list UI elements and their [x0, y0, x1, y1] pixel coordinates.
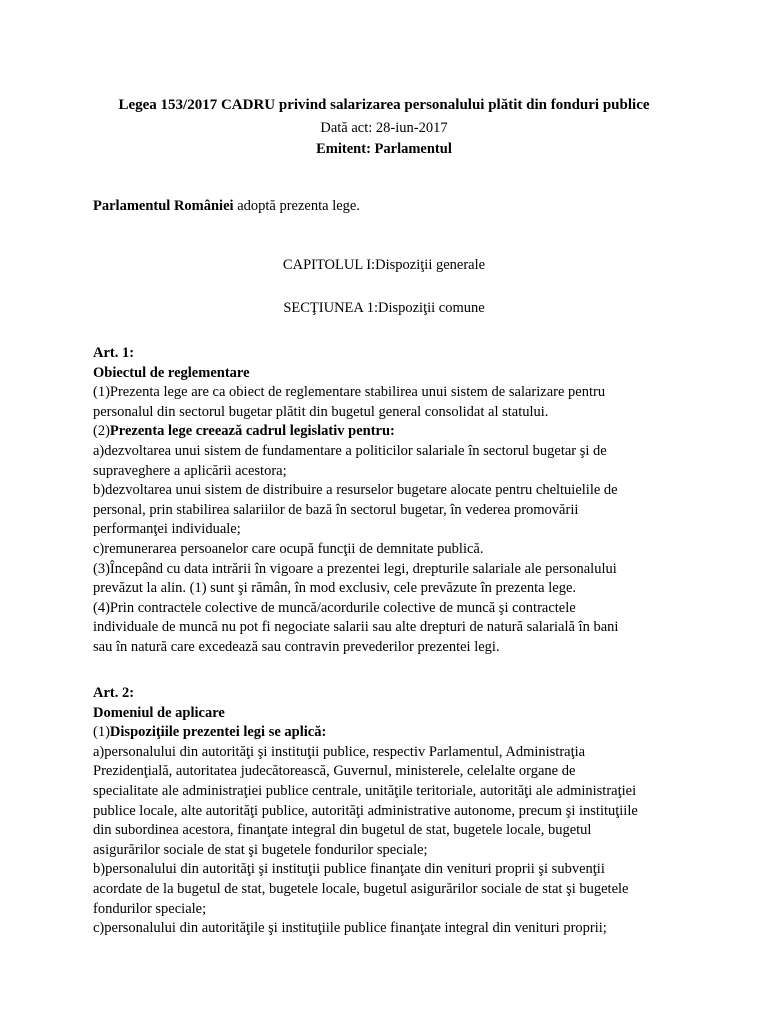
- paragraph-line: individuale de muncă nu pot fi negociate salarii sau alte drepturi de natură salarială în bani: [93, 619, 619, 636]
- paragraph-line: performanţei individuale;: [93, 521, 241, 538]
- paragraph-line: acordate de la bugetul de stat, bugetele locale, bugetul asigurărilor sociale de stat şi bugetele: [93, 880, 629, 897]
- intro-rest: adoptă prezenta lege.: [233, 198, 360, 214]
- paragraph-1-intro: (1)Dispoziţiile prezentei legi se aplică:: [93, 724, 327, 741]
- article-subheading: Obiectul de reglementare: [93, 364, 250, 381]
- paragraph-line: personal, prin stabilirea salariilor de bază în sectorul bugetar, în vederea promovării: [93, 501, 579, 518]
- paragraph-line: b)dezvoltarea unui sistem de distribuire a resurselor bugetare alocate pentru cheltuielile de: [93, 482, 618, 499]
- intro-bold: Parlamentul României: [93, 198, 234, 214]
- article-heading: Art. 1:: [93, 345, 135, 361]
- paragraph-2-intro: (2)Prezenta lege creează cadrul legislativ pentru:: [93, 423, 395, 440]
- article-subheading: Domeniul de aplicare: [93, 704, 225, 721]
- act-date: Dată act: 28-iun-2017: [320, 120, 448, 136]
- intro-paragraph: [93, 198, 360, 215]
- paragraph-line: b)personalului din autorităţi şi instituţii publice finanţate din venituri proprii şi subvenţii: [93, 861, 605, 878]
- paragraph-line: (3)Începând cu data intrării în vigoare a prezentei legi, drepturile salariale ale personalului: [93, 560, 617, 577]
- paragraph-line: (4)Prin contractele colective de muncă/acordurile colective de muncă şi contractele: [93, 599, 576, 616]
- paragraph-line: sau în natură care excedează sau contravin prevederilor prezentei legi.: [93, 638, 500, 655]
- document-title: Legea 153/2017 CADRU privind salarizarea personalului plătit din fonduri publice: [118, 97, 650, 113]
- article-1: [93, 344, 693, 658]
- paragraph-line: din subordinea acestora, finanţate integral din bugetul de stat, bugetele locale, bugetul: [93, 822, 592, 839]
- article-heading: Art. 2:: [93, 685, 135, 701]
- paragraph-line: a)dezvoltarea unui sistem de fundamentare a politicilor salariale în sectorul bugetar şi de: [93, 442, 607, 459]
- article-2: [93, 684, 693, 939]
- issuer: Emitent: Parlamentul: [316, 141, 452, 157]
- paragraph-line: specialitate ale administraţiei publice centrale, unităţile teritoriale, autorităţi ale administraţiei: [93, 782, 637, 799]
- paragraph-line: personalul din sectorul bugetar plătit din bugetul general consolidat al statului.: [93, 403, 549, 420]
- paragraph-line: prevăzut la alin. (1) sunt şi rămân, în mod exclusiv, cele prevăzute în prezenta lege.: [93, 580, 577, 597]
- paragraph-line: supraveghere a aplicării acestora;: [93, 462, 287, 479]
- paragraph-line: publice locale, alte autorităţi publice, autorităţi administrative autonome, precum şi instituţiile: [93, 802, 638, 819]
- chapter-heading: CAPITOLUL I:Dispoziţii generale: [282, 257, 486, 273]
- paragraph-line: asigurărilor sociale de stat şi bugetele fondurilor speciale;: [93, 841, 428, 858]
- paragraph-line: c)personalului din autorităţile şi instituţiile publice finanţate integral din venituri proprii;: [93, 920, 607, 937]
- paragraph-line: c)remunerarea persoanelor care ocupă funcţii de demnitate publică.: [93, 540, 484, 557]
- paragraph-line: a)personalului din autorităţi şi instituţii publice, respectiv Parlamentul, Administraţia: [93, 743, 586, 760]
- paragraph-line: fondurilor speciale;: [93, 900, 207, 917]
- section-heading: SECŢIUNEA 1:Dispoziţii comune: [283, 300, 485, 316]
- paragraph-line: (1)Prezenta lege are ca obiect de reglementare stabilirea unui sistem de salarizare pentru: [93, 384, 606, 401]
- paragraph-line: Prezidenţială, autoritatea judecătorească, Guvernul, ministerele, celelalte organe de: [93, 763, 576, 780]
